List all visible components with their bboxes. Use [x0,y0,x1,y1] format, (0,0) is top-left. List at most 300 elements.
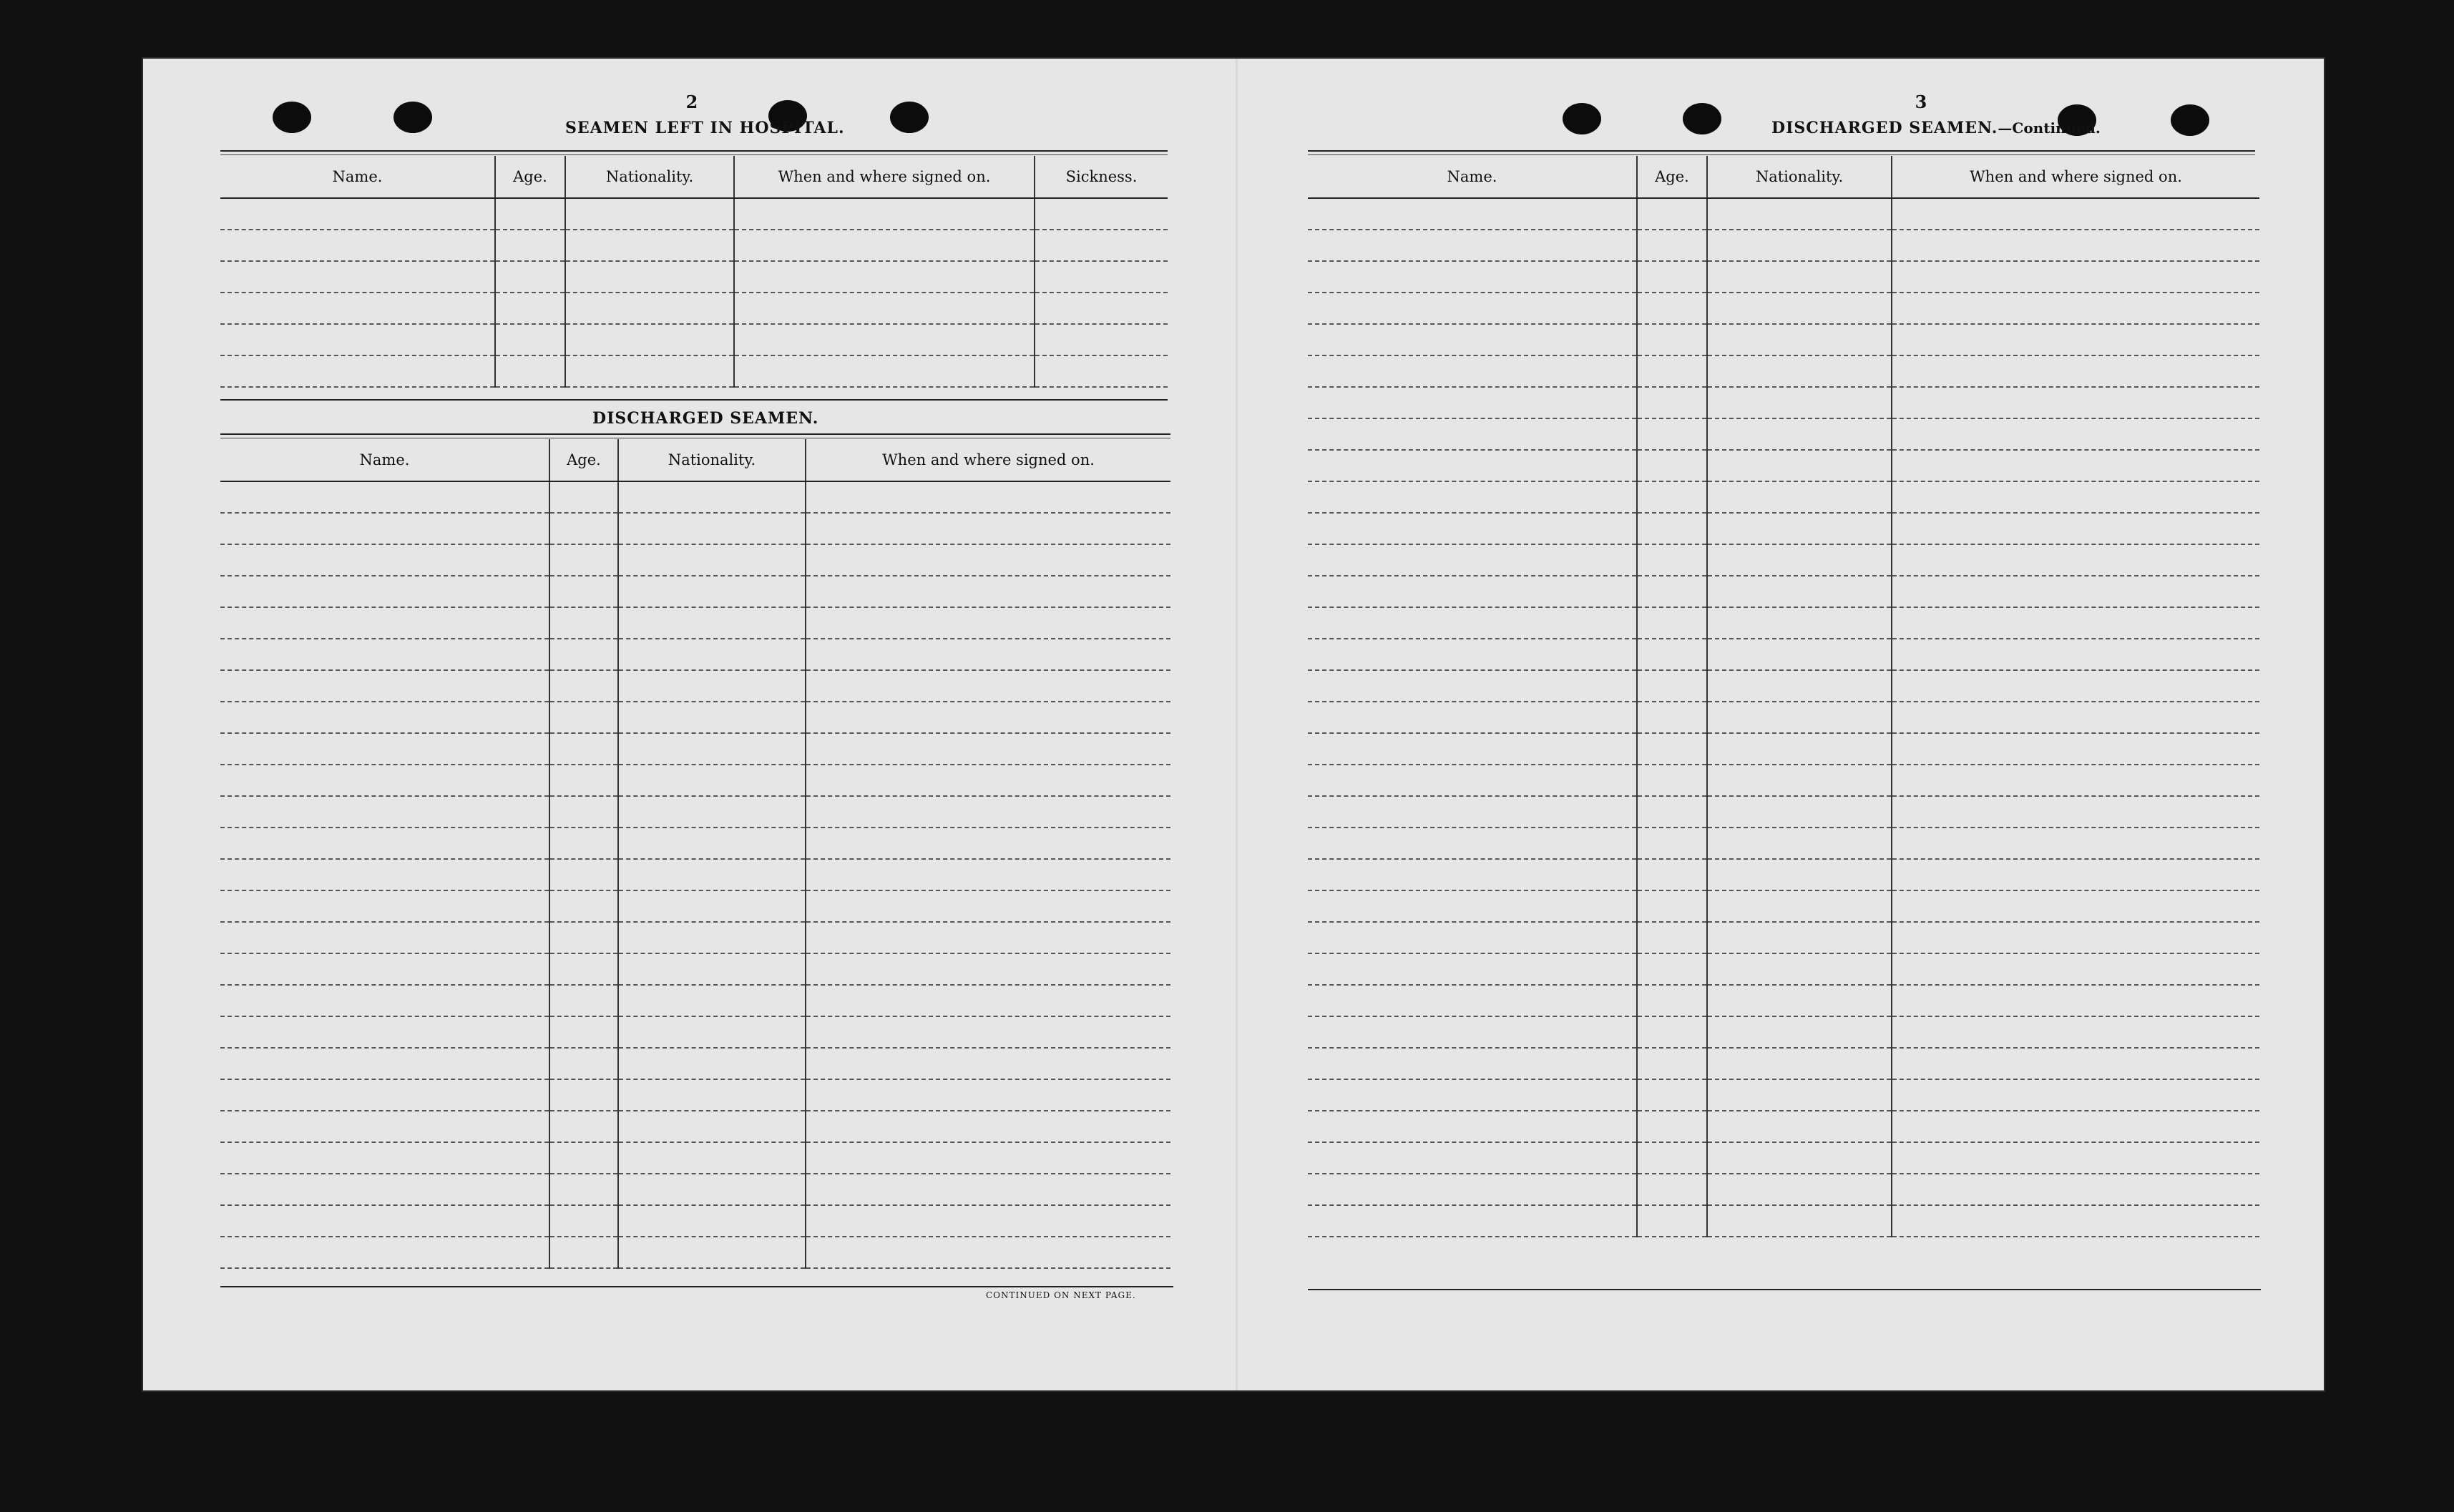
entry-cell[interactable] [618,576,806,607]
page-number: 3 [1915,92,1927,112]
entry-cell[interactable] [734,324,1035,355]
entry-cell[interactable] [1637,953,1707,985]
entry-cell[interactable] [549,513,618,544]
entry-cell[interactable] [1892,1016,2259,1048]
entry-cell[interactable] [1707,985,1892,1016]
entry-cell[interactable] [1308,639,1637,670]
entry-cell[interactable] [565,230,734,261]
right-page-title [1771,119,2101,137]
entry-cell[interactable] [220,513,549,544]
entry-cell[interactable] [549,765,618,796]
entry-cell[interactable] [220,293,495,324]
table-row [1308,481,2259,513]
entry-cell[interactable] [1707,890,1892,922]
entry-cell[interactable] [1308,576,1637,607]
entry-cell[interactable] [806,953,1170,985]
entry-cell[interactable] [618,985,806,1016]
entry-cell[interactable] [1308,953,1637,985]
entry-cell[interactable] [1035,230,1168,261]
entry-cell[interactable] [220,1142,549,1174]
entry-cell[interactable] [1707,450,1892,481]
entry-cell[interactable] [806,576,1170,607]
entry-cell[interactable] [618,1205,806,1237]
entry-cell[interactable] [1892,387,2259,418]
table-row [1308,859,2259,890]
entry-cell[interactable] [220,765,549,796]
entry-cell[interactable] [565,355,734,387]
entry-cell[interactable] [1707,230,1892,261]
entry-cell[interactable] [495,293,565,324]
entry-cell[interactable] [806,1174,1170,1205]
entry-cell[interactable] [1637,670,1707,702]
entry-cell[interactable] [734,198,1035,230]
entry-cell[interactable] [618,1048,806,1079]
entry-cell[interactable] [1892,261,2259,293]
entry-cell[interactable] [734,293,1035,324]
entry-cell[interactable] [1637,513,1707,544]
entry-cell[interactable] [1308,230,1637,261]
entry-cell[interactable] [220,261,495,293]
entry-cell[interactable] [495,230,565,261]
entry-cell[interactable] [1308,733,1637,765]
entry-cell[interactable] [220,481,549,513]
discharged-table [220,439,1170,1269]
entry-cell[interactable] [1892,1174,2259,1205]
column-header: Age. [549,439,618,481]
entry-cell[interactable] [220,702,549,733]
entry-cell[interactable] [1892,607,2259,639]
entry-cell[interactable] [1892,355,2259,387]
entry-cell[interactable] [220,953,549,985]
entry-cell[interactable] [1892,1205,2259,1237]
entry-cell[interactable] [1308,1142,1637,1174]
entry-cell[interactable] [1308,1048,1637,1079]
entry-cell[interactable] [549,1079,618,1111]
entry-cell[interactable] [220,1111,549,1142]
entry-cell[interactable] [495,355,565,387]
entry-cell[interactable] [1308,481,1637,513]
entry-cell[interactable] [1707,796,1892,828]
entry-cell[interactable] [1707,828,1892,859]
entry-cell[interactable] [618,859,806,890]
entry-cell[interactable] [1892,890,2259,922]
entry-cell[interactable] [549,1142,618,1174]
entry-cell[interactable] [1308,324,1637,355]
entry-cell[interactable] [220,859,549,890]
entry-cell[interactable] [1892,481,2259,513]
entry-cell[interactable] [1707,670,1892,702]
entry-cell[interactable] [806,922,1170,953]
entry-cell[interactable] [1637,198,1707,230]
table-row [220,481,1170,513]
entry-cell[interactable] [1707,481,1892,513]
entry-cell[interactable] [549,953,618,985]
entry-cell[interactable] [806,670,1170,702]
entry-cell[interactable] [549,890,618,922]
entry-cell[interactable] [495,198,565,230]
entry-cell[interactable] [1892,198,2259,230]
entry-cell[interactable] [806,890,1170,922]
table-row [220,607,1170,639]
entry-cell[interactable] [565,293,734,324]
entry-cell[interactable] [1707,607,1892,639]
entry-cell[interactable] [1707,1079,1892,1111]
entry-cell[interactable] [549,1016,618,1048]
entry-cell[interactable] [1707,702,1892,733]
entry-cell[interactable] [1308,922,1637,953]
entry-cell[interactable] [1637,1174,1707,1205]
entry-cell[interactable] [549,607,618,639]
entry-cell[interactable] [549,481,618,513]
entry-cell[interactable] [1308,607,1637,639]
entry-cell[interactable] [1707,1016,1892,1048]
page-number: 2 [685,92,698,112]
table-row [1308,1048,2259,1079]
entry-cell[interactable] [1892,293,2259,324]
entry-cell[interactable] [806,796,1170,828]
entry-cell[interactable] [618,481,806,513]
entry-cell[interactable] [220,890,549,922]
table-row [220,293,1168,324]
entry-cell[interactable] [1707,953,1892,985]
entry-cell[interactable] [618,670,806,702]
entry-cell[interactable] [1707,1142,1892,1174]
entry-cell[interactable] [220,230,495,261]
entry-cell[interactable] [806,1079,1170,1111]
entry-cell[interactable] [220,796,549,828]
table-row [1308,953,2259,985]
entry-cell[interactable] [806,1111,1170,1142]
rule [220,399,1168,401]
entry-cell[interactable] [1308,513,1637,544]
entry-cell[interactable] [1637,1205,1707,1237]
entry-cell[interactable] [1892,702,2259,733]
entry-cell[interactable] [1637,387,1707,418]
entry-cell[interactable] [734,261,1035,293]
entry-cell[interactable] [618,607,806,639]
entry-cell[interactable] [565,198,734,230]
entry-cell[interactable] [1308,1205,1637,1237]
entry-cell[interactable] [1637,261,1707,293]
entry-cell[interactable] [220,1079,549,1111]
entry-cell[interactable] [1308,544,1637,576]
entry-cell[interactable] [1308,261,1637,293]
entry-cell[interactable] [806,1016,1170,1048]
entry-cell[interactable] [1308,355,1637,387]
entry-cell[interactable] [1892,765,2259,796]
entry-cell[interactable] [220,670,549,702]
entry-cell[interactable] [1637,1079,1707,1111]
entry-cell[interactable] [806,985,1170,1016]
entry-cell[interactable] [1637,985,1707,1016]
entry-cell[interactable] [495,324,565,355]
table-row [1308,230,2259,261]
entry-cell[interactable] [549,576,618,607]
entry-cell[interactable] [220,1237,549,1268]
entry-cell[interactable] [806,513,1170,544]
entry-cell[interactable] [1637,450,1707,481]
entry-cell[interactable] [618,828,806,859]
entry-cell[interactable] [1892,670,2259,702]
entry-cell[interactable] [1707,387,1892,418]
entry-cell[interactable] [220,828,549,859]
entry-cell[interactable] [1308,1016,1637,1048]
table-row [1308,733,2259,765]
entry-cell[interactable] [806,1237,1170,1268]
entry-cell[interactable] [1637,1048,1707,1079]
entry-cell[interactable] [1892,418,2259,450]
entry-cell[interactable] [1707,418,1892,450]
entry-cell[interactable] [806,544,1170,576]
entry-cell[interactable] [1308,1174,1637,1205]
entry-cell[interactable] [1892,922,2259,953]
entry-cell[interactable] [1308,859,1637,890]
entry-cell[interactable] [1892,544,2259,576]
entry-cell[interactable] [549,1174,618,1205]
entry-cell[interactable] [549,1237,618,1268]
table-row [1308,639,2259,670]
entry-cell[interactable] [549,985,618,1016]
entry-cell[interactable] [1637,922,1707,953]
entry-cell[interactable] [549,859,618,890]
entry-cell[interactable] [806,481,1170,513]
table-row [220,576,1170,607]
table-row [220,922,1170,953]
entry-cell[interactable] [1308,198,1637,230]
entry-cell[interactable] [1637,765,1707,796]
entry-cell[interactable] [1308,890,1637,922]
table-row [1308,1079,2259,1111]
entry-cell[interactable] [220,1205,549,1237]
entry-cell[interactable] [1637,733,1707,765]
rule [1308,1289,2261,1290]
entry-cell[interactable] [806,859,1170,890]
entry-cell[interactable] [806,1205,1170,1237]
entry-cell[interactable] [618,953,806,985]
entry-cell[interactable] [495,261,565,293]
entry-cell[interactable] [220,1048,549,1079]
entry-cell[interactable] [1707,1111,1892,1142]
entry-cell[interactable] [549,828,618,859]
entry-cell[interactable] [549,733,618,765]
column-header: Sickness. [1035,156,1168,198]
entry-cell[interactable] [220,198,495,230]
entry-cell[interactable] [220,639,549,670]
entry-cell[interactable] [1308,1079,1637,1111]
entry-cell[interactable] [618,1079,806,1111]
entry-cell[interactable] [1892,1048,2259,1079]
entry-cell[interactable] [1707,544,1892,576]
table-row [1308,198,2259,230]
entry-cell[interactable] [806,702,1170,733]
entry-cell[interactable] [1035,324,1168,355]
entry-cell[interactable] [220,1016,549,1048]
entry-cell[interactable] [1707,355,1892,387]
entry-cell[interactable] [806,1048,1170,1079]
entry-cell[interactable] [618,733,806,765]
entry-cell[interactable] [1892,230,2259,261]
entry-cell[interactable] [1637,702,1707,733]
entry-cell[interactable] [1892,1111,2259,1142]
entry-cell[interactable] [1637,418,1707,450]
entry-cell[interactable] [549,1111,618,1142]
entry-cell[interactable] [1308,828,1637,859]
entry-cell[interactable] [618,513,806,544]
entry-cell[interactable] [1637,890,1707,922]
column-header: Nationality. [1707,156,1892,198]
table-row [220,828,1170,859]
entry-cell[interactable] [806,765,1170,796]
entry-cell[interactable] [618,639,806,670]
table-row [1308,1205,2259,1237]
entry-cell[interactable] [549,544,618,576]
entry-cell[interactable] [1637,576,1707,607]
entry-cell[interactable] [618,702,806,733]
entry-cell[interactable] [1707,261,1892,293]
entry-cell[interactable] [618,796,806,828]
entry-cell[interactable] [1637,796,1707,828]
entry-cell[interactable] [806,607,1170,639]
entry-cell[interactable] [1308,985,1637,1016]
entry-cell[interactable] [1707,293,1892,324]
entry-cell[interactable] [734,355,1035,387]
entry-cell[interactable] [1892,1079,2259,1111]
entry-cell[interactable] [1892,576,2259,607]
entry-cell[interactable] [1637,639,1707,670]
entry-cell[interactable] [1892,1142,2259,1174]
entry-cell[interactable] [618,1111,806,1142]
table-row [220,796,1170,828]
entry-cell[interactable] [1637,293,1707,324]
entry-cell[interactable] [806,828,1170,859]
entry-cell[interactable] [1308,450,1637,481]
entry-cell[interactable] [220,544,549,576]
entry-cell[interactable] [1637,481,1707,513]
entry-cell[interactable] [1707,733,1892,765]
entry-cell[interactable] [1308,670,1637,702]
entry-cell[interactable] [1035,261,1168,293]
entry-cell[interactable] [618,1237,806,1268]
column-header: Name. [220,439,549,481]
entry-cell[interactable] [549,922,618,953]
entry-cell[interactable] [1892,985,2259,1016]
entry-cell[interactable] [1637,1016,1707,1048]
entry-cell[interactable] [220,607,549,639]
entry-cell[interactable] [618,1142,806,1174]
table-row [1308,1016,2259,1048]
entry-cell[interactable] [1707,324,1892,355]
entry-cell[interactable] [1035,293,1168,324]
entry-cell[interactable] [618,922,806,953]
entry-cell[interactable] [1035,355,1168,387]
entry-cell[interactable] [1707,639,1892,670]
entry-cell[interactable] [1637,1111,1707,1142]
entry-cell[interactable] [220,733,549,765]
entry-cell[interactable] [618,544,806,576]
entry-cell[interactable] [1308,796,1637,828]
left-page [143,59,1236,1390]
entry-cell[interactable] [1707,576,1892,607]
entry-cell[interactable] [220,985,549,1016]
entry-cell[interactable] [549,1048,618,1079]
entry-cell[interactable] [806,1142,1170,1174]
entry-cell[interactable] [1892,859,2259,890]
entry-cell[interactable] [1892,733,2259,765]
entry-cell[interactable] [1707,922,1892,953]
entry-cell[interactable] [618,1016,806,1048]
entry-cell[interactable] [1892,513,2259,544]
table-row [220,324,1168,355]
entry-cell[interactable] [806,639,1170,670]
entry-cell[interactable] [1637,607,1707,639]
entry-cell[interactable] [565,261,734,293]
table-row [1308,828,2259,859]
entry-cell[interactable] [1637,324,1707,355]
entry-cell[interactable] [1707,513,1892,544]
entry-cell[interactable] [1035,198,1168,230]
column-header: When and where signed on. [734,156,1035,198]
entry-cell[interactable] [618,1174,806,1205]
entry-cell[interactable] [1308,702,1637,733]
entry-cell[interactable] [1308,418,1637,450]
entry-cell[interactable] [1707,765,1892,796]
entry-cell[interactable] [1707,1048,1892,1079]
entry-cell[interactable] [1892,639,2259,670]
entry-cell[interactable] [220,922,549,953]
entry-cell[interactable] [1308,293,1637,324]
entry-cell[interactable] [1637,859,1707,890]
entry-cell[interactable] [1892,828,2259,859]
table-row [220,702,1170,733]
entry-cell[interactable] [1707,1205,1892,1237]
table-row [1308,261,2259,293]
entry-cell[interactable] [220,1174,549,1205]
entry-cell[interactable] [1707,1174,1892,1205]
entry-cell[interactable] [1892,324,2259,355]
entry-cell[interactable] [618,765,806,796]
entry-cell[interactable] [1892,450,2259,481]
table-row [220,953,1170,985]
entry-cell[interactable] [1707,859,1892,890]
entry-cell[interactable] [1637,828,1707,859]
entry-cell[interactable] [1892,953,2259,985]
entry-cell[interactable] [734,230,1035,261]
entry-cell[interactable] [1308,765,1637,796]
entry-cell[interactable] [220,324,495,355]
entry-cell[interactable] [565,324,734,355]
entry-cell[interactable] [549,796,618,828]
table-row [220,1079,1170,1111]
column-header: Age. [495,156,565,198]
entry-cell[interactable] [220,576,549,607]
entry-cell[interactable] [1637,544,1707,576]
entry-cell[interactable] [1637,355,1707,387]
entry-cell[interactable] [549,639,618,670]
entry-cell[interactable] [1707,198,1892,230]
entry-cell[interactable] [220,355,495,387]
entry-cell[interactable] [549,670,618,702]
entry-cell[interactable] [1637,230,1707,261]
entry-cell[interactable] [549,1205,618,1237]
entry-cell[interactable] [549,702,618,733]
table-row [1308,607,2259,639]
entry-cell[interactable] [1308,387,1637,418]
entry-cell[interactable] [1308,1111,1637,1142]
entry-cell[interactable] [618,890,806,922]
entry-cell[interactable] [1637,1142,1707,1174]
entry-cell[interactable] [806,733,1170,765]
entry-cell[interactable] [1892,796,2259,828]
